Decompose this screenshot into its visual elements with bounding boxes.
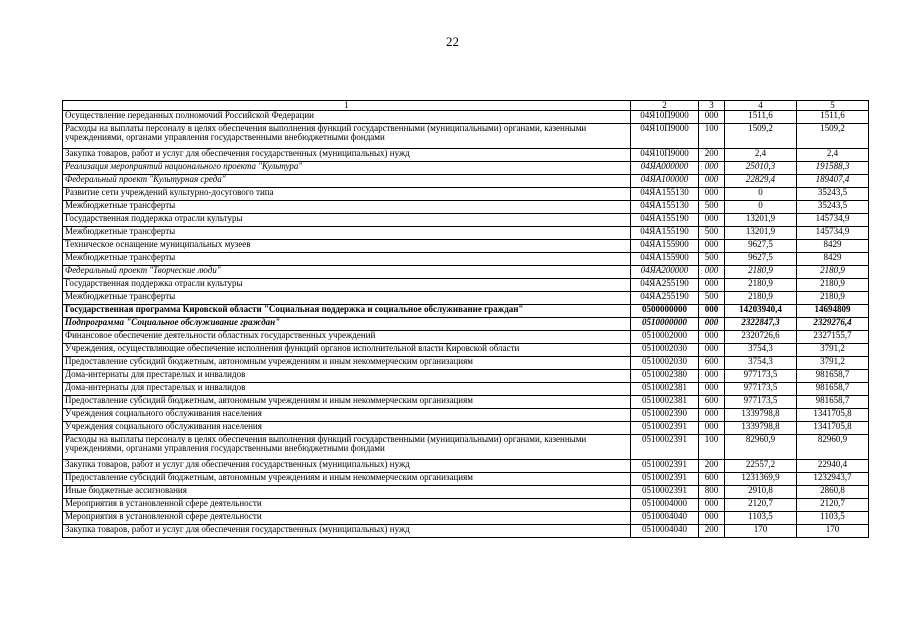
table-row — [63, 357, 869, 370]
row-code-cell: 0510002380 — [631, 370, 699, 383]
row-amount-year1-cell: 2120,7 — [725, 499, 797, 512]
row-expense-type-cell: 800 — [699, 486, 725, 499]
row-amount-year1-cell: 2180,9 — [725, 266, 797, 279]
row-amount-year2-cell: 145734,9 — [797, 227, 869, 240]
row-amount-year1-cell: 1231369,9 — [725, 473, 797, 486]
row-amount-year2-cell: 981658,7 — [797, 383, 869, 396]
row-code-cell: 04ЯА155900 — [631, 240, 699, 253]
row-name-cell: Предоставление субсидий бюджетным, автономным учреждениям и иным некоммерческим организациям — [63, 396, 631, 409]
row-expense-type-cell: 000 — [699, 344, 725, 357]
row-name-cell: Дома-интернаты для престарелых и инвалидов — [63, 383, 631, 396]
table-row — [63, 460, 869, 473]
row-amount-year2-cell: 191588,3 — [797, 162, 869, 175]
row-expense-type-cell: 200 — [699, 460, 725, 473]
row-amount-year2-cell: 170 — [797, 525, 869, 538]
table-row — [63, 422, 869, 435]
row-amount-year1-cell: 1339798,8 — [725, 422, 797, 435]
row-amount-year1-cell: 1511,6 — [725, 111, 797, 124]
row-name-cell: Мероприятия в установленной сфере деятельности — [63, 499, 631, 512]
row-expense-type-cell: 000 — [699, 214, 725, 227]
row-expense-type-cell: 600 — [699, 357, 725, 370]
row-name-cell: Федеральный проект "Творческие люди" — [63, 266, 631, 279]
row-name-cell: Иные бюджетные ассигнования — [63, 486, 631, 499]
row-amount-year2-cell: 14694809 — [797, 305, 869, 318]
row-code-cell: 0510000000 — [631, 318, 699, 331]
row-name-cell: Мероприятия в установленной сфере деятельности — [63, 512, 631, 525]
row-code-cell: 04ЯА255190 — [631, 292, 699, 305]
table-row — [63, 525, 869, 538]
row-code-cell: 0510002381 — [631, 396, 699, 409]
row-amount-year2-cell: 8429 — [797, 240, 869, 253]
row-amount-year2-cell: 2180,9 — [797, 292, 869, 305]
row-amount-year2-cell: 35243,5 — [797, 188, 869, 201]
row-amount-year1-cell: 2320726,6 — [725, 331, 797, 344]
row-expense-type-cell: 000 — [699, 240, 725, 253]
column-header-3: 3 — [699, 101, 725, 111]
table-row — [63, 188, 869, 201]
row-amount-year2-cell: 2327155,7 — [797, 331, 869, 344]
row-amount-year1-cell: 14203940,4 — [725, 305, 797, 318]
row-expense-type-cell: 000 — [699, 331, 725, 344]
row-code-cell: 04ЯА000000 — [631, 162, 699, 175]
row-amount-year2-cell: 1511,6 — [797, 111, 869, 124]
row-name-cell: Федеральный проект "Культурная среда" — [63, 175, 631, 188]
column-header-4: 4 — [725, 101, 797, 111]
row-amount-year1-cell: 2322847,3 — [725, 318, 797, 331]
table-row — [63, 162, 869, 175]
row-name-cell: Межбюджетные трансферты — [63, 253, 631, 266]
row-name-cell: Дома-интернаты для престарелых и инвалидов — [63, 370, 631, 383]
row-name-cell: Осуществление переданных полномочий Российской Федерации — [63, 111, 631, 124]
row-amount-year1-cell: 977173,5 — [725, 396, 797, 409]
row-amount-year2-cell: 1103,5 — [797, 512, 869, 525]
row-expense-type-cell: 000 — [699, 318, 725, 331]
row-amount-year2-cell: 3791,2 — [797, 357, 869, 370]
table-row — [63, 305, 869, 318]
row-code-cell: 04Я10П9000 — [631, 111, 699, 124]
row-code-cell: 04ЯА155190 — [631, 227, 699, 240]
row-amount-year2-cell: 2,4 — [797, 149, 869, 162]
row-code-cell: 0510002391 — [631, 422, 699, 435]
row-amount-year2-cell: 2180,9 — [797, 266, 869, 279]
column-header-1: 1 — [63, 101, 631, 111]
table-row — [63, 124, 869, 149]
row-code-cell: 04ЯА155900 — [631, 253, 699, 266]
row-expense-type-cell: 000 — [699, 111, 725, 124]
row-code-cell: 04Я10П9000 — [631, 149, 699, 162]
row-amount-year1-cell: 170 — [725, 525, 797, 538]
row-code-cell: 0510002391 — [631, 460, 699, 473]
row-name-cell: Расходы на выплаты персоналу в целях обеспечения выполнения функций государственными (муниципальными) органами, казенными учреждениями, органами управления государственными внебюджетными фондами — [63, 435, 631, 460]
table-row — [63, 227, 869, 240]
row-code-cell: 0510004040 — [631, 512, 699, 525]
row-code-cell: 0510002390 — [631, 409, 699, 422]
row-expense-type-cell: 600 — [699, 396, 725, 409]
row-amount-year1-cell: 2180,9 — [725, 292, 797, 305]
row-amount-year2-cell: 981658,7 — [797, 396, 869, 409]
row-expense-type-cell: 000 — [699, 383, 725, 396]
table-row — [63, 201, 869, 214]
row-amount-year1-cell: 1509,2 — [725, 124, 797, 149]
row-amount-year1-cell: 3754,3 — [725, 344, 797, 357]
row-name-cell: Закупка товаров, работ и услуг для обеспечения государственных (муниципальных) нужд — [63, 525, 631, 538]
row-code-cell: 04ЯА155130 — [631, 201, 699, 214]
row-expense-type-cell: 000 — [699, 162, 725, 175]
row-expense-type-cell: 000 — [699, 188, 725, 201]
row-code-cell: 0500000000 — [631, 305, 699, 318]
row-amount-year2-cell: 1341705,8 — [797, 422, 869, 435]
budget-table — [62, 100, 869, 538]
row-name-cell: Предоставление субсидий бюджетным, автономным учреждениям и иным некоммерческим организациям — [63, 357, 631, 370]
row-code-cell: 0510002381 — [631, 383, 699, 396]
row-amount-year2-cell: 2120,7 — [797, 499, 869, 512]
row-amount-year2-cell: 2860,8 — [797, 486, 869, 499]
row-code-cell: 0510002391 — [631, 435, 699, 460]
row-amount-year2-cell: 189407,4 — [797, 175, 869, 188]
row-amount-year2-cell: 981658,7 — [797, 370, 869, 383]
row-name-cell: Закупка товаров, работ и услуг для обеспечения государственных (муниципальных) нужд — [63, 460, 631, 473]
row-name-cell: Учреждения социального обслуживания населения — [63, 422, 631, 435]
row-expense-type-cell: 100 — [699, 435, 725, 460]
row-code-cell: 04ЯА155190 — [631, 214, 699, 227]
row-code-cell: 0510002391 — [631, 486, 699, 499]
row-expense-type-cell: 000 — [699, 305, 725, 318]
row-name-cell: Расходы на выплаты персоналу в целях обеспечения выполнения функций государственными (муниципальными) органами, казенными учреждениями, органами управления государственными внебюджетными фондами — [63, 124, 631, 149]
table-row — [63, 253, 869, 266]
table-row — [63, 175, 869, 188]
table-row — [63, 111, 869, 124]
table-row — [63, 370, 869, 383]
row-amount-year2-cell: 145734,9 — [797, 214, 869, 227]
row-expense-type-cell: 000 — [699, 175, 725, 188]
row-amount-year1-cell: 9627,5 — [725, 253, 797, 266]
row-amount-year2-cell: 1341705,8 — [797, 409, 869, 422]
row-amount-year1-cell: 2,4 — [725, 149, 797, 162]
column-header-5: 5 — [797, 101, 869, 111]
row-amount-year1-cell: 13201,9 — [725, 214, 797, 227]
table-row — [63, 512, 869, 525]
table-header-row — [63, 101, 869, 111]
row-amount-year2-cell: 8429 — [797, 253, 869, 266]
row-amount-year1-cell: 0 — [725, 201, 797, 214]
row-amount-year1-cell: 2180,9 — [725, 279, 797, 292]
row-code-cell: 04ЯА255190 — [631, 279, 699, 292]
row-amount-year2-cell: 1509,2 — [797, 124, 869, 149]
row-name-cell: Закупка товаров, работ и услуг для обеспечения государственных (муниципальных) нужд — [63, 149, 631, 162]
row-name-cell: Финансовое обеспечение деятельности областных государственных учреждений — [63, 331, 631, 344]
table-row — [63, 266, 869, 279]
row-expense-type-cell: 000 — [699, 422, 725, 435]
row-amount-year2-cell: 35243,5 — [797, 201, 869, 214]
row-expense-type-cell: 500 — [699, 201, 725, 214]
row-expense-type-cell: 200 — [699, 525, 725, 538]
row-amount-year1-cell: 22557,2 — [725, 460, 797, 473]
table-row — [63, 240, 869, 253]
row-amount-year1-cell: 977173,5 — [725, 370, 797, 383]
row-code-cell: 0510004040 — [631, 525, 699, 538]
row-code-cell: 0510002391 — [631, 473, 699, 486]
row-code-cell: 0510002030 — [631, 357, 699, 370]
row-expense-type-cell: 000 — [699, 499, 725, 512]
table-row — [63, 473, 869, 486]
row-code-cell: 0510004000 — [631, 499, 699, 512]
row-amount-year2-cell: 22940,4 — [797, 460, 869, 473]
table-row — [63, 499, 869, 512]
table-row — [63, 409, 869, 422]
table-row — [63, 149, 869, 162]
row-expense-type-cell: 500 — [699, 253, 725, 266]
row-amount-year1-cell: 3754,3 — [725, 357, 797, 370]
table-row — [63, 396, 869, 409]
row-amount-year1-cell: 13201,9 — [725, 227, 797, 240]
table-row — [63, 344, 869, 357]
row-amount-year1-cell: 25010,3 — [725, 162, 797, 175]
table-row — [63, 486, 869, 499]
row-amount-year1-cell: 0 — [725, 188, 797, 201]
row-name-cell: Государственная поддержка отрасли культуры — [63, 214, 631, 227]
table-row — [63, 331, 869, 344]
row-amount-year1-cell: 2910,8 — [725, 486, 797, 499]
row-name-cell: Предоставление субсидий бюджетным, автономным учреждениям и иным некоммерческим организациям — [63, 473, 631, 486]
row-code-cell: 0510002030 — [631, 344, 699, 357]
row-name-cell: Учреждения социального обслуживания населения — [63, 409, 631, 422]
row-expense-type-cell: 100 — [699, 124, 725, 149]
row-code-cell: 0510002000 — [631, 331, 699, 344]
row-expense-type-cell: 000 — [699, 409, 725, 422]
column-header-2: 2 — [631, 101, 699, 111]
row-name-cell: Развитие сети учреждений культурно-досугового типа — [63, 188, 631, 201]
row-name-cell: Межбюджетные трансферты — [63, 227, 631, 240]
row-name-cell: Государственная программа Кировской области "Социальная поддержка и социальное обслуживание граждан" — [63, 305, 631, 318]
row-expense-type-cell: 200 — [699, 149, 725, 162]
row-expense-type-cell: 600 — [699, 473, 725, 486]
row-name-cell: Государственная поддержка отрасли культуры — [63, 279, 631, 292]
table-row — [63, 318, 869, 331]
table-row — [63, 214, 869, 227]
table-row — [63, 383, 869, 396]
row-expense-type-cell: 500 — [699, 292, 725, 305]
row-name-cell: Межбюджетные трансферты — [63, 292, 631, 305]
row-code-cell: 04ЯА155130 — [631, 188, 699, 201]
row-expense-type-cell: 000 — [699, 279, 725, 292]
row-expense-type-cell: 500 — [699, 227, 725, 240]
row-amount-year2-cell: 82960,9 — [797, 435, 869, 460]
row-expense-type-cell: 000 — [699, 370, 725, 383]
row-expense-type-cell: 000 — [699, 512, 725, 525]
row-amount-year1-cell: 9627,5 — [725, 240, 797, 253]
table-row — [63, 435, 869, 460]
row-amount-year2-cell: 1232943,7 — [797, 473, 869, 486]
row-expense-type-cell: 000 — [699, 266, 725, 279]
row-amount-year1-cell: 22829,4 — [725, 175, 797, 188]
row-name-cell: Техническое оснащение муниципальных музеев — [63, 240, 631, 253]
row-amount-year2-cell: 2180,9 — [797, 279, 869, 292]
table-row — [63, 292, 869, 305]
row-name-cell: Подпрограмма "Социальное обслуживание граждан" — [63, 318, 631, 331]
row-amount-year2-cell: 3791,2 — [797, 344, 869, 357]
row-name-cell: Межбюджетные трансферты — [63, 201, 631, 214]
row-name-cell: Реализация мероприятий национального проекта "Культура" — [63, 162, 631, 175]
row-name-cell: Учреждения, осуществляющие обеспечение исполнения функций органов исполнительной власти Кировской области — [63, 344, 631, 357]
row-code-cell: 04ЯА200000 — [631, 266, 699, 279]
row-amount-year1-cell: 1339798,8 — [725, 409, 797, 422]
table-row — [63, 279, 869, 292]
row-amount-year1-cell: 1103,5 — [725, 512, 797, 525]
row-amount-year2-cell: 2329276,4 — [797, 318, 869, 331]
page-number: 22 — [446, 34, 459, 49]
row-amount-year1-cell: 977173,5 — [725, 383, 797, 396]
row-amount-year1-cell: 82960,9 — [725, 435, 797, 460]
row-code-cell: 04Я10П9000 — [631, 124, 699, 149]
row-code-cell: 04ЯА100000 — [631, 175, 699, 188]
